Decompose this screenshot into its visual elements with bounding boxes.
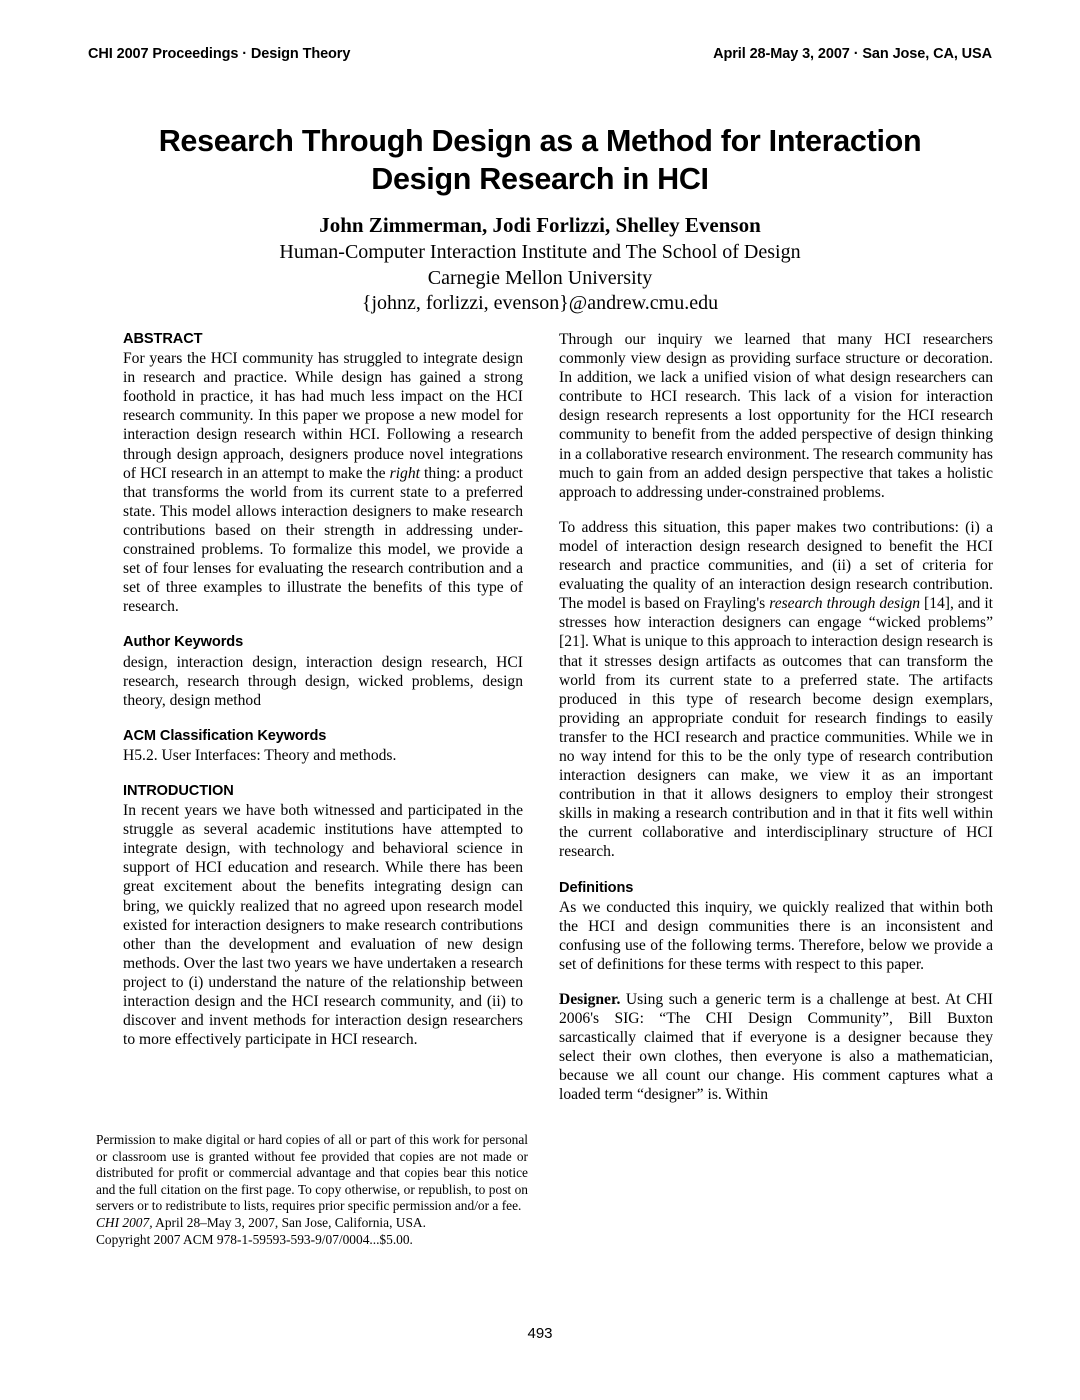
title-block bbox=[120, 122, 960, 317]
author-email: {johnz, forlizzi, evenson}@andrew.cmu.edu bbox=[361, 292, 719, 314]
abstract-emphasis: right bbox=[389, 464, 420, 482]
page-number: 493 bbox=[527, 1325, 553, 1342]
section-heading-definitions: Definitions bbox=[559, 879, 634, 896]
abstract-text-part-1: For years the HCI community has struggled to integrate design in research and practice. While design has gained a strong foothold in practice, it has had much less impact on the HCI research community. In this paper we propose a new model for interaction design research within HCI. Following a research through design approach, designers produce novel integrations of HCI research in an attempt to make the bbox=[123, 350, 523, 482]
running-header bbox=[88, 46, 992, 62]
abstract-text-part-2: thing: a product that transforms the world from its current state to a preferred state. This model allows interaction designers to make research contributions based on their strength in addressing under-constrained problems. To formalize this model, we provide a set of four lenses for evaluating the research contribution and a set of three examples to illustrate the benefits of this type of research. bbox=[123, 464, 523, 616]
copyright-line: Copyright 2007 ACM 978-1-59593-593-9/07/0004...$5.00. bbox=[96, 1231, 413, 1247]
right-column bbox=[559, 330, 993, 1105]
designer-term-label: Designer. bbox=[559, 991, 621, 1008]
section-heading-author-keywords: Author Keywords bbox=[123, 634, 244, 651]
running-header-left: CHI 2007 Proceedings · Design Theory bbox=[88, 46, 351, 62]
conference-name: CHI 2007, bbox=[96, 1214, 153, 1230]
introduction-body: In recent years we have both witnessed and participated in the struggle as several academic institutions have attempted to integrate design, with technology and behavioral science in support of HCI education and research. While there has been great excitement about the benefits integrating design can bring, we quickly realized that no agreed upon research model existed for interaction designers to make research contributions other than the development and evaluation of new design methods. Over the last two years we have undertaken a research project to (i) understand the nature of the relationship between interaction design and the HCI research community, and (ii) to discover and invent methods for interaction design researchers to more effectively participate in HCI research. bbox=[123, 802, 523, 1049]
section-heading-introduction: INTRODUCTION bbox=[123, 782, 234, 799]
abstract-paragraph bbox=[123, 349, 523, 616]
permission-notice bbox=[96, 1132, 528, 1248]
acm-keywords-body: H5.2. User Interfaces: Theory and methods. bbox=[123, 746, 397, 764]
designer-definition-body: Using such a generic term is a challenge at best. At CHI 2006's SIG: “The CHI Design Community”, Bill Buxton sarcastically claimed that if everyone is a designer because they select their own clothes, then everyone is also a mathematician, because we all count our change. His comment captures what a loaded term “designer” is. Within bbox=[559, 991, 993, 1104]
right-paragraph-2-part-1: To address this situation, this paper makes two contributions: (i) a model of interaction design research designed to benefit the HCI research and practice communities, and (ii) a set of criteria for evaluating the quality of an interaction design research contribution. The model is based on Frayling's bbox=[559, 518, 993, 613]
section-heading-acm-keywords: ACM Classification Keywords bbox=[123, 727, 327, 744]
permission-body: Permission to make digital or hard copies of all or part of this work for personal or classroom use is granted without fee provided that copies are not made or distributed for profit or commercial advantage and that copies bear this notice and the full citation on the first page. To copy otherwise, or republish, to post on servers or to redistribute to lists, requires prior specific permission and/or a fee. bbox=[96, 1132, 528, 1214]
left-column bbox=[123, 330, 523, 1049]
right-paragraph-1: Through our inquiry we learned that many HCI researchers commonly view design as providing surface structure or decoration. In addition, we lack a unified vision of what design researchers can contribute to HCI research. This lack of a vision for interaction design research represents a lost opportunity for the HCI research community to benefit from the added perspective of design thinking in a collaborative research environment. The research community has much to gain from an added design perspective that takes a holistic approach to addressing under-constrained problems. bbox=[559, 331, 993, 501]
author-list: John Zimmerman, Jodi Forlizzi, Shelley Evenson bbox=[319, 213, 761, 237]
conference-details: April 28–May 3, 2007, San Jose, California, USA. bbox=[152, 1214, 426, 1230]
section-heading-abstract: ABSTRACT bbox=[123, 331, 203, 347]
right-paragraph-2 bbox=[559, 518, 993, 862]
page-title: Research Through Design as a Method for Interaction Design Research in HCI bbox=[158, 124, 922, 196]
definitions-body: As we conducted this inquiry, we quickly realized that within both the HCI and design communities there is an inconsistent and confusing use of the following terms. Therefore, below we provide a set of definitions for these terms with respect to this paper. bbox=[559, 898, 993, 973]
affiliation-line-1: Human-Computer Interaction Institute and The School of Design bbox=[279, 241, 801, 263]
running-header-right: April 28-May 3, 2007 · San Jose, CA, USA bbox=[713, 46, 992, 62]
right-paragraph-2-part-2: [14], and it stresses how interaction designers can engage “wicked problems” [21]. What is unique to this approach to interaction design research is that it stresses design artifacts as outcomes that can transform the world from its current state to a preferred state. The artifacts produced in this type of research become design exemplars, providing an appropriate conduit for research findings to easily transfer to the HCI research and practice communities. While we in no way intend for this to be the only type of research contribution interaction designers can make, we view it as an important contribution in that it allows designers to employ their strongest skills in making a research contribution and in that it fits well within the current collaborative and interdisciplinary structure of HCI research. bbox=[559, 595, 993, 861]
affiliation-line-2: Carnegie Mellon University bbox=[427, 266, 653, 289]
designer-definition-paragraph bbox=[559, 990, 993, 1105]
author-keywords-body: design, interaction design, interaction design research, HCI research, research through design, wicked problems, design theory, design method bbox=[123, 653, 523, 709]
conference-citation bbox=[96, 1215, 528, 1232]
research-through-design-emphasis: research through design bbox=[769, 595, 921, 613]
